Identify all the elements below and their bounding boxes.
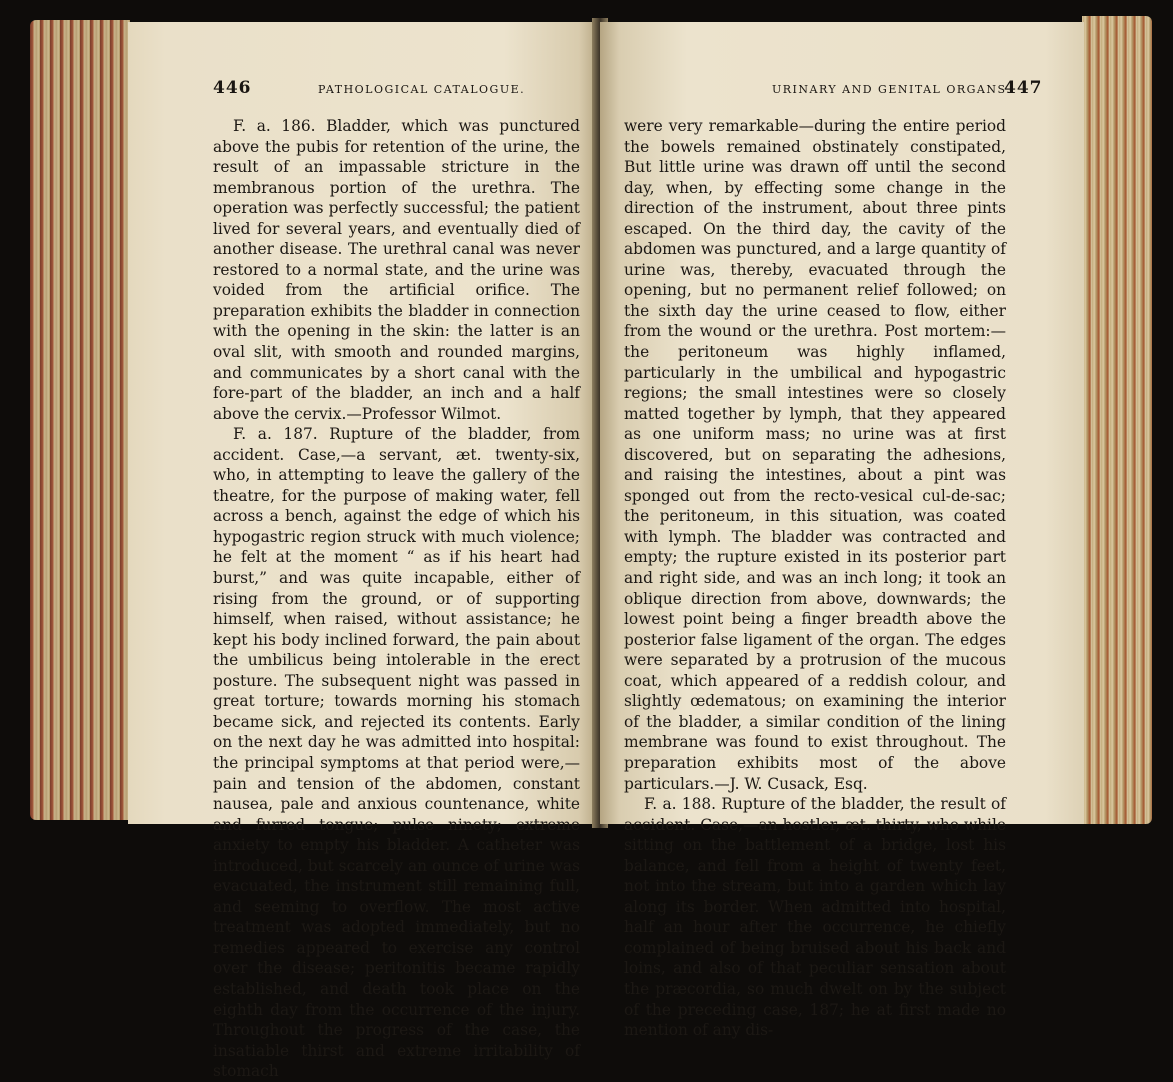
left-page-header (213, 78, 583, 100)
paragraph-186: F. a. 186. Bladder, which was punctured above the pubis for retention of the urine, the result of an impassable stricture in the membranous portion of the urethra. The operation was perfectly successful; the patient lived for several years, and eventually died of another disease. The urethral canal was never restored to a normal state, and the urine was voided from the artificial orifice. The preparation exhibits the bladder in connection with the opening in the skin: the latter is an oval slit, with smooth and rounded margins, and communicates by a short canal with the fore-part of the bladder, an inch and a half above the cervix.—Professor Wilmot. (213, 117, 580, 423)
right-running-head: URINARY AND GENITAL ORGANS. (772, 83, 1012, 96)
left-page (128, 22, 598, 1081)
paragraph-188: F. a. 188. Rupture of the bladder, the result of accident. Case,—an hostler, æt. thirty, who while sitting on the battlement of a bridge, lost his balance, and fell from a height of twenty feet, not into the stream, but into a garden which lay along its border. When admitted into hospital, half an hour after the occurrence, he chiefly complained of being bruised about his back and loins, and also of that peculiar sensation about the præcordia, so much dwelt on by the subject of the preceding case, 187; he at first made no mention of any dis- (624, 795, 1006, 1040)
right-page-number: 447 (1004, 78, 1043, 98)
right-page-header (624, 78, 1043, 100)
left-page-edges (30, 20, 130, 820)
right-page-body (624, 116, 1006, 1041)
left-page-body (213, 116, 580, 1082)
right-page-edges (1082, 16, 1152, 824)
paragraph-187: F. a. 187. Rupture of the bladder, from accident. Case,—a servant, æt. twenty-six, who, in attempting to leave the gallery of the theatre, for the purpose of making water, fell across a bench, against the edge of which his hypogastric region struck with much violence; he felt at the moment “ as if his heart had burst,” and was quite incapable, either of rising from the ground, or of supporting himself, when raised, without assistance; he kept his body inclined forward, the pain about the umbilicus being intolerable in the erect posture. The subsequent night was passed in great torture; towards morning his stomach became sick, and rejected its contents. Early on the next day he was admitted into hospital: the principal symptoms at that period were,—pain and tension of the abdomen, constant nausea, pale and anxious countenance, white and furred tongue; pulse ninety; extreme anxiety to empty his bladder. A catheter was introduced, but scarcely an ounce of urine was evacuated, the instrument still remaining full, and seeming to overflow. The most active treatment was adopted immediately, but no remedies appeared to exercise any control over the disease; peritonitis became rapidly established, and death took place on the eighth day from the occurrence of the injury. Throughout the progress of the case, the insatiable thirst and extreme irritability of stomach (213, 425, 580, 1081)
right-page (600, 22, 1084, 1040)
left-page-number: 446 (213, 78, 252, 98)
left-running-head: PATHOLOGICAL CATALOGUE. (318, 83, 526, 96)
paragraph-187-continued: were very remarkable—during the entire period the bowels remained obstinately constipated, But little urine was drawn off until the second day, when, by effecting some change in the direction of the instrument, about three pints escaped. On the third day, the cavity of the abdomen was punctured, and a large quantity of urine was, thereby, evacuated through the opening, but no permanent relief followed; on the sixth day the urine ceased to flow, either from the wound or the urethra. Post mortem:—the peritoneum was highly inflamed, particularly in the umbilical and hypogastric regions; the small intestines were so closely matted together by lymph, that they appeared as one uniform mass; no urine was at first discovered, but on separating the adhesions, and raising the intestines, about a pint was sponged out from the recto-vesical cul-de-sac; the peritoneum, in this situation, was coated with lymph. The bladder was contracted and empty; the rupture existed in its posterior part and right side, and was an inch long; it took an oblique direction from above, downwards; the lowest point being a finger breadth above the posterior false ligament of the organ. The edges were separated by a protrusion of the mucous coat, which appeared of a reddish colour, and slightly œdematous; on examining the interior of the bladder, a similar condition of the lining membrane was found to exist throughout. The preparation exhibits most of the above particulars.—J. W. Cusack, Esq. (624, 117, 1006, 793)
